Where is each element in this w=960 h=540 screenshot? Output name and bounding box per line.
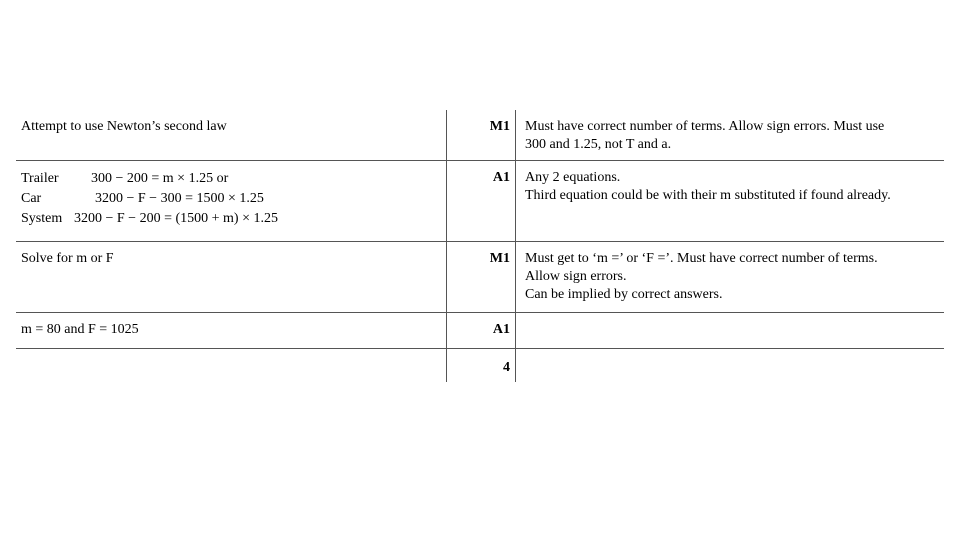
table-row [16, 242, 944, 313]
guidance-cell [516, 110, 944, 160]
guidance-cell [516, 313, 944, 348]
equation-label: System [21, 211, 63, 226]
mark-cell [446, 349, 516, 382]
table-row [16, 161, 944, 242]
working-cell [16, 313, 446, 348]
equation-label: Car [21, 191, 42, 206]
equation-expr: 3200 − F − 200 = (1500 + m) × 1.25 [74, 211, 278, 226]
working-cell [16, 242, 446, 312]
guidance-cell [516, 242, 944, 312]
working-text: m = 80 and F = 1025 [21, 322, 139, 337]
guidance-line: Must get to ‘m =’ or ‘F =’. Must have correct number of terms. [525, 251, 878, 266]
guidance-line: Can be implied by correct answers. [525, 287, 723, 302]
guidance-line: Any 2 equations. [525, 170, 621, 185]
table-row [16, 313, 944, 349]
mark-scheme-table [16, 110, 944, 382]
table-row [16, 110, 944, 161]
equation-system [21, 209, 446, 229]
mark-code: M1 [489, 119, 510, 134]
equation-expr: 300 − 200 = m × 1.25 or [91, 171, 229, 186]
guidance-cell [516, 161, 944, 241]
equation-label: Trailer [21, 171, 59, 186]
mark-code: A1 [492, 322, 510, 337]
mark-code: A1 [492, 170, 510, 185]
guidance-line: Must have correct number of terms. Allow sign errors. Must use [525, 119, 885, 134]
working-cell [16, 349, 446, 382]
equation-expr: 3200 − F − 300 = 1500 × 1.25 [95, 191, 264, 206]
mark-cell [446, 242, 516, 312]
working-cell [16, 161, 446, 241]
working-text: Solve for m or F [21, 251, 114, 266]
total-marks: 4 [503, 360, 510, 375]
working-text: Attempt to use Newton’s second law [21, 119, 227, 134]
equation-trailer [21, 169, 446, 189]
total-row [16, 349, 944, 382]
guidance-cell [516, 349, 944, 382]
mark-cell [446, 161, 516, 241]
working-cell [16, 110, 446, 160]
mark-cell [446, 313, 516, 348]
guidance-line: 300 and 1.25, not T and a. [525, 137, 672, 152]
equation-car [21, 189, 446, 209]
guidance-line: Allow sign errors. [525, 269, 627, 284]
guidance-line: Third equation could be with their m substituted if found already. [525, 188, 891, 203]
mark-code: M1 [489, 251, 510, 266]
mark-cell [446, 110, 516, 160]
